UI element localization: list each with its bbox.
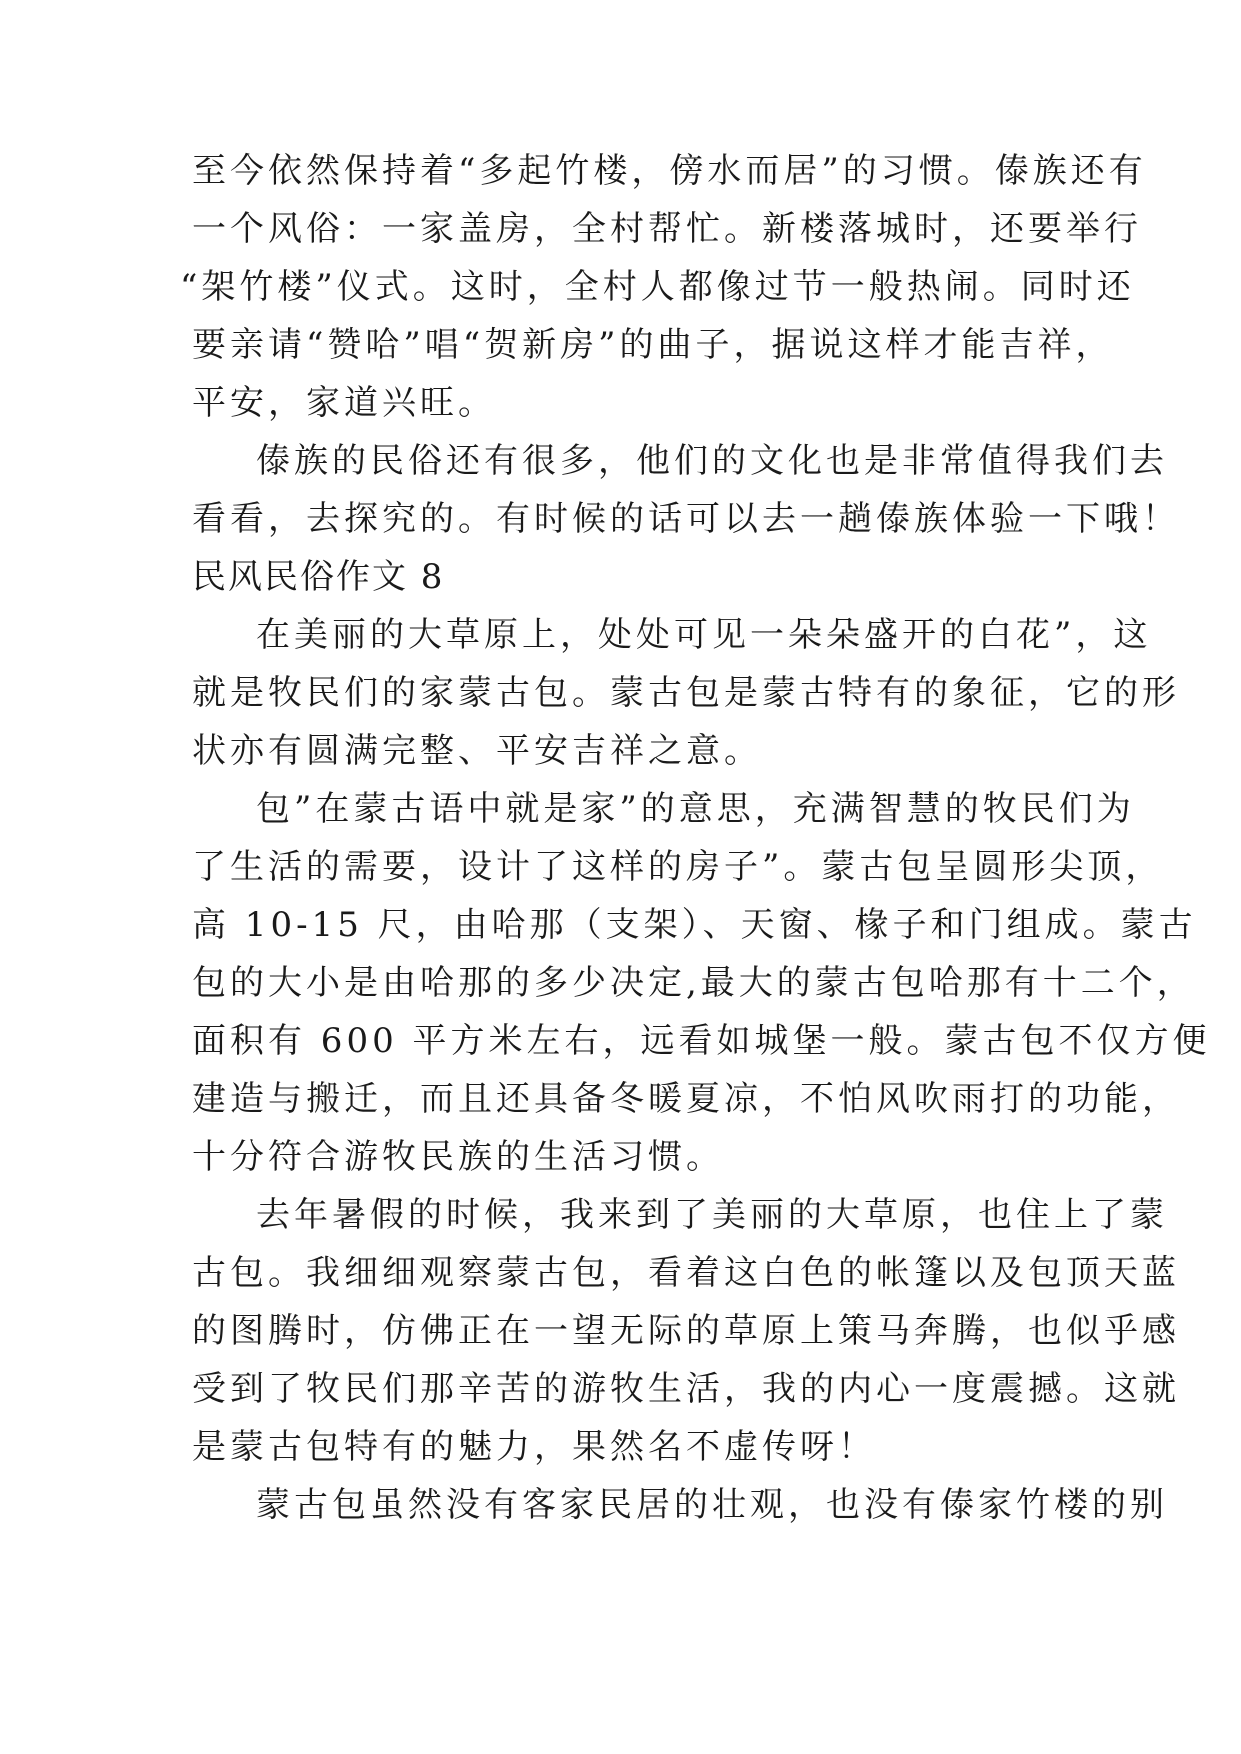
text-line: 至今依然保持着“多起竹楼，傍水而居”的习惯。傣族还有 [192,151,1147,191]
text-line: 建造与搬迁，而且还具备冬暖夏凉，不怕风吹雨打的功能， [192,1079,1180,1119]
text-line: 看看，去探究的。有时候的话可以去一趟傣族体验一下哦！ [192,499,1180,539]
text-line: 受到了牧民们那辛苦的游牧生活，我的内心一度震撼。这就 [192,1369,1180,1409]
text-line: 要亲请“赞哈”唱“贺新房”的曲子，据说这样才能吉祥， [192,325,1114,365]
text-line: 古包。我细细观察蒙古包，看着这白色的帐篷以及包顶天蓝 [192,1253,1180,1293]
text-line: “架竹楼”仪式。这时，全村人都像过节一般热闹。同时还 [180,267,1135,307]
text-line: 平安，家道兴旺。 [192,383,496,423]
text-line: 的图腾时，仿佛正在一望无际的草原上策马奔腾，也似乎感 [192,1311,1180,1351]
text-line: 就是牧民们的家蒙古包。蒙古包是蒙古特有的象征，它的形 [192,673,1180,713]
text-line: 十分符合游牧民族的生活习惯。 [192,1137,724,1177]
text-line: 去年暑假的时候，我来到了美丽的大草原，也住上了蒙 [256,1195,1168,1235]
text-line: 傣族的民俗还有很多，他们的文化也是非常值得我们去 [256,441,1168,481]
text-line: 是蒙古包特有的魅力，果然名不虚传呀！ [192,1427,876,1467]
section-heading: 民风民俗作文 8 [192,557,445,597]
text-line: 蒙古包虽然没有客家民居的壮观，也没有傣家竹楼的别 [256,1485,1168,1525]
text-line: 面积有 600 平方米左右，远看如城堡一般。蒙古包不仅方便 [192,1021,1211,1061]
text-line: 一个风俗：一家盖房，全村帮忙。新楼落城时，还要举行 [192,209,1142,249]
text-line: 高 10-15 尺，由哈那（支架）、天窗、椽子和门组成。蒙古 [192,905,1197,945]
text-line: 在美丽的大草原上，处处可见一朵朵盛开的白花”，这 [256,615,1152,655]
text-line: 包”在蒙古语中就是家”的意思，充满智慧的牧民们为 [256,789,1135,829]
text-line: 了生活的需要，设计了这样的房子”。蒙古包呈圆形尖顶， [192,847,1164,887]
text-line: 包的大小是由哈那的多少决定,最大的蒙古包哈那有十二个， [192,963,1195,1003]
text-line: 状亦有圆满完整、平安吉祥之意。 [192,731,762,771]
